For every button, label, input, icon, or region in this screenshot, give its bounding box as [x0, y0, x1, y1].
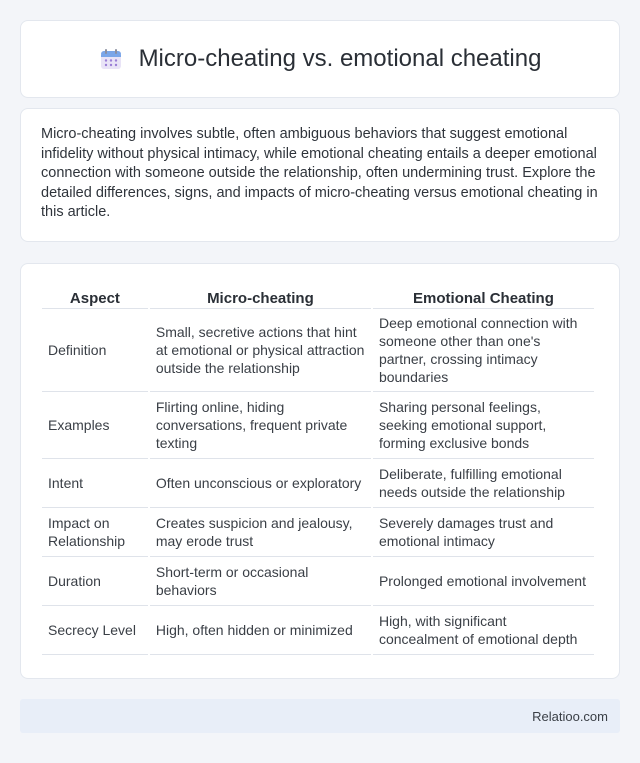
row-aspect: Impact on Relationship — [42, 508, 148, 557]
footer — [20, 699, 620, 733]
row-emotional-cheating: Deep emotional connection with someone other than one's partner, crossing intimacy boundaries — [373, 309, 594, 392]
row-aspect: Examples — [42, 392, 148, 459]
comparison-table — [40, 284, 596, 655]
row-emotional-cheating: Severely damages trust and emotional intimacy — [373, 508, 594, 557]
row-aspect: Duration — [42, 557, 148, 606]
row-micro-cheating: Small, secretive actions that hint at emotional or physical attraction outside the relationship — [150, 309, 371, 392]
row-aspect: Secrecy Level — [42, 606, 148, 655]
row-micro-cheating: Flirting online, hiding conversations, frequent private texting — [150, 392, 371, 459]
table-row — [42, 557, 594, 606]
header-micro-cheating: Micro-cheating — [150, 284, 371, 309]
page-title: Micro-cheating vs. emotional cheating — [138, 45, 542, 72]
table-row — [42, 508, 594, 557]
comparison-table-card — [20, 263, 620, 679]
footer-brand: Relatioo.com — [532, 708, 608, 724]
row-aspect: Definition — [42, 309, 148, 392]
row-emotional-cheating: Sharing personal feelings, seeking emotional support, forming exclusive bonds — [373, 392, 594, 459]
title-card — [20, 20, 620, 98]
header-aspect: Aspect — [42, 284, 148, 309]
intro-card — [20, 108, 620, 242]
row-emotional-cheating: High, with significant concealment of emotional depth — [373, 606, 594, 655]
row-micro-cheating: Short-term or occasional behaviors — [150, 557, 371, 606]
row-micro-cheating: High, often hidden or minimized — [150, 606, 371, 655]
table-row — [42, 606, 594, 655]
table-row — [42, 459, 594, 508]
header-emotional-cheating: Emotional Cheating — [373, 284, 594, 309]
table-row — [42, 309, 594, 392]
row-aspect: Intent — [42, 459, 148, 508]
intro-text: Micro-cheating involves subtle, often ambiguous behaviors that suggest emotional infidelity without physical intimacy, while emotional cheating entails a deeper emotional connection with someone outside the relationship, often undermining trust. Explore the detailed differences, signs, and impacts of micro-cheating versus emotional cheating in this article. — [41, 126, 598, 220]
row-emotional-cheating: Prolonged emotional involvement — [373, 557, 594, 606]
table-row — [42, 392, 594, 459]
calendar-icon — [99, 47, 123, 71]
row-emotional-cheating: Deliberate, fulfilling emotional needs outside the relationship — [373, 459, 594, 508]
row-micro-cheating: Often unconscious or exploratory — [150, 459, 371, 508]
row-micro-cheating: Creates suspicion and jealousy, may erode trust — [150, 508, 371, 557]
table-header-row — [42, 284, 594, 309]
